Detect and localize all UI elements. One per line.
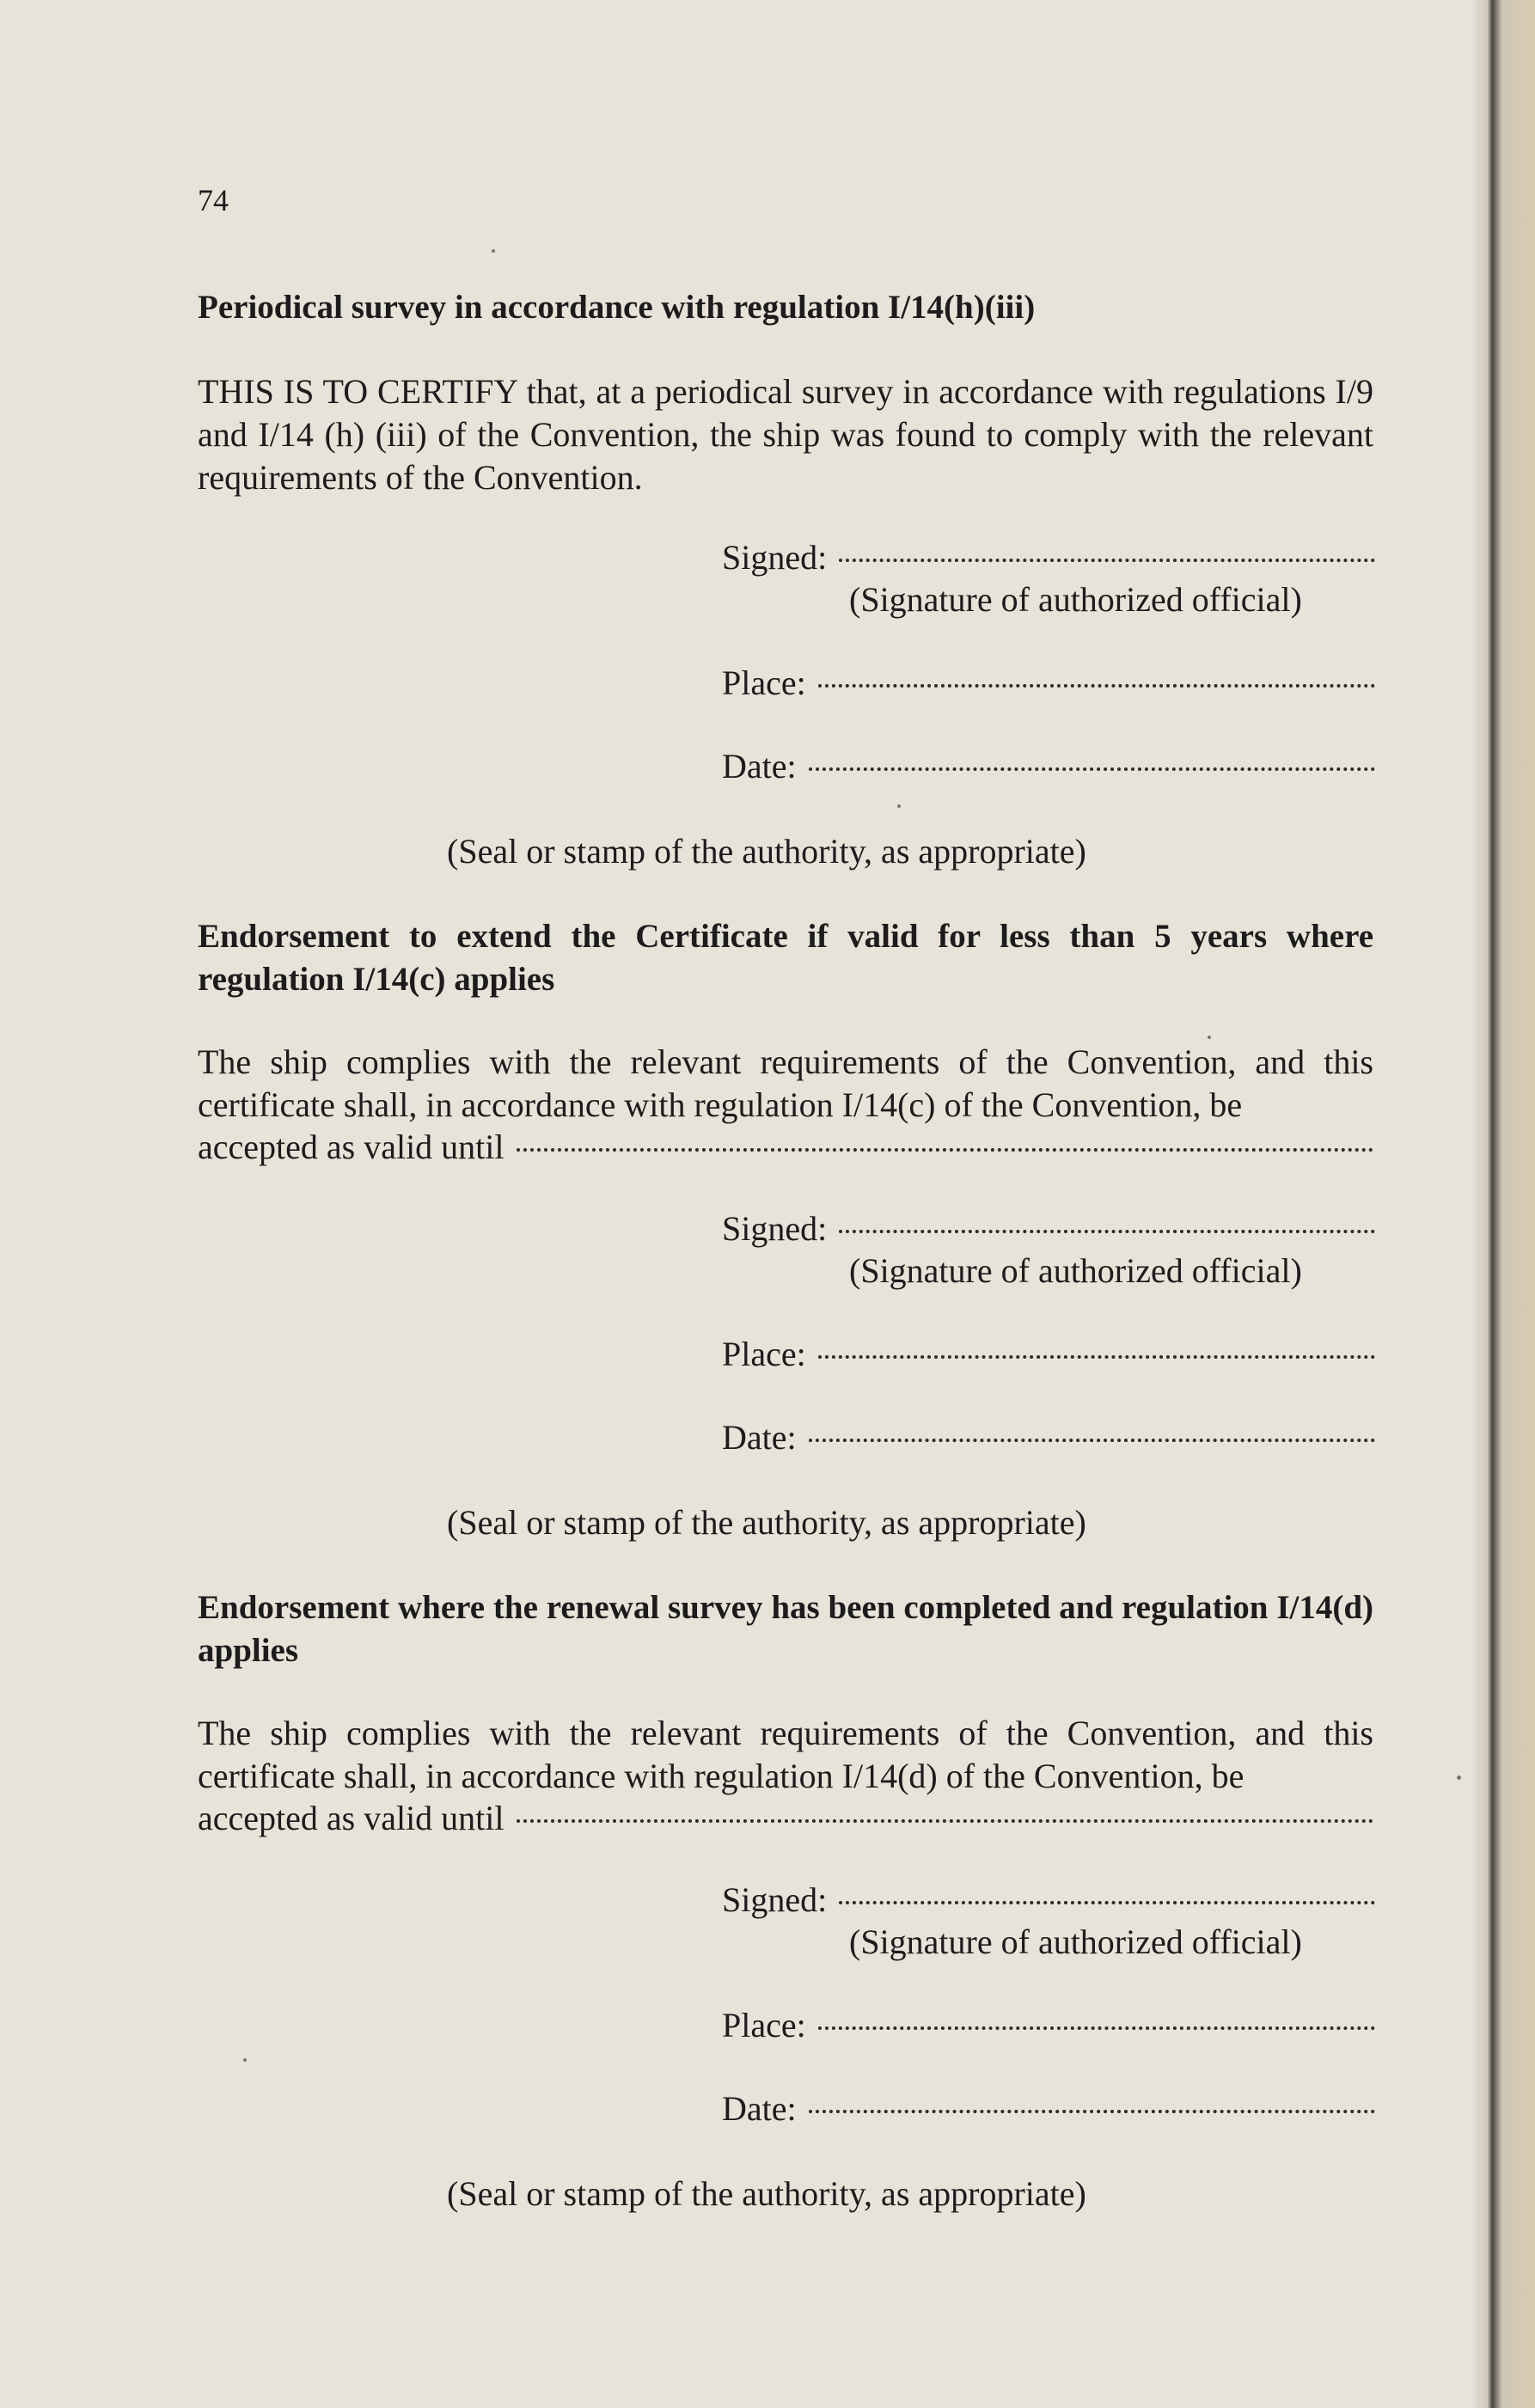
section-heading-extend-certificate: Endorsement to extend the Certificate if valid for less than 5 years where regulation I/14(c) applies <box>198 918 1373 998</box>
page-number: 74 <box>198 183 229 217</box>
date-dotted-line <box>809 767 1375 771</box>
signature-caption: (Signature of authorized official) <box>849 580 1302 619</box>
paper-speck <box>492 249 495 253</box>
signature-caption: (Signature of authorized official) <box>849 1251 1302 1290</box>
place-dotted-line <box>818 2026 1375 2030</box>
certification-paragraph: THIS IS TO CERTIFY that, at a periodical survey in accordance with regulations I/9 and I/14 (h) (iii) of the Convention, the ship was found to comply with the relevant requirements of the Convention. <box>198 372 1373 497</box>
seal-note: (Seal or stamp of the authority, as appropriate) <box>447 2174 1086 2213</box>
seal-note: (Seal or stamp of the authority, as appropriate) <box>447 832 1086 871</box>
signed-line <box>722 1879 1375 1922</box>
date-line <box>722 1416 1375 1459</box>
signed-label: Signed: <box>722 1880 828 1919</box>
endorsement-paragraph-extend <box>198 1041 1373 1127</box>
signature-caption: (Signature of authorized official) <box>849 1922 1302 1961</box>
signed-label: Signed: <box>722 1209 828 1248</box>
signature-dotted-line <box>839 559 1375 562</box>
paper-speck <box>1208 1036 1211 1039</box>
date-line <box>722 745 1375 788</box>
valid-until-dotted-line <box>517 1819 1373 1823</box>
endorsement-paragraph-renewal <box>198 1712 1373 1798</box>
date-line <box>722 2087 1375 2130</box>
paper-speck <box>1457 1775 1461 1780</box>
endorsement-body: The ship complies with the relevant requirements of the Convention, and this certificate shall, in accordance with regulation I/14(d) of the Convention, be <box>198 1714 1373 1795</box>
signature-dotted-line <box>839 1901 1375 1904</box>
paper-speck <box>897 804 901 808</box>
valid-until-label: accepted as valid until <box>198 1128 505 1166</box>
signed-line <box>722 1207 1375 1250</box>
signed-label: Signed: <box>722 538 828 577</box>
date-label: Date: <box>722 747 797 785</box>
place-line <box>722 1333 1375 1376</box>
date-dotted-line <box>809 1439 1375 1442</box>
paper-speck <box>243 2058 247 2062</box>
valid-until-line <box>198 1797 1373 1840</box>
date-dotted-line <box>809 2110 1375 2113</box>
section-heading-renewal-survey: Endorsement where the renewal survey has been completed and regulation I/14(d) applies <box>198 1589 1373 1669</box>
place-dotted-line <box>818 684 1375 688</box>
book-binding-edge <box>1474 0 1535 2408</box>
date-label: Date: <box>722 1418 797 1457</box>
place-label: Place: <box>722 663 806 702</box>
endorsement-body: The ship complies with the relevant requirements of the Convention, and this certificate shall, in accordance with regulation I/14(c) of the Convention, be <box>198 1042 1373 1124</box>
signed-line <box>722 536 1375 579</box>
valid-until-line <box>198 1126 1373 1169</box>
valid-until-label: accepted as valid until <box>198 1799 505 1837</box>
place-line <box>722 662 1375 705</box>
place-line <box>722 2004 1375 2047</box>
seal-note: (Seal or stamp of the authority, as appropriate) <box>447 1503 1086 1542</box>
section-heading-periodical-survey: Periodical survey in accordance with regulation I/14(h)(iii) <box>198 289 1036 326</box>
valid-until-dotted-line <box>517 1148 1373 1152</box>
signature-dotted-line <box>839 1230 1375 1233</box>
place-dotted-line <box>818 1355 1375 1359</box>
date-label: Date: <box>722 2089 797 2128</box>
place-label: Place: <box>722 2006 806 2044</box>
place-label: Place: <box>722 1335 806 1373</box>
